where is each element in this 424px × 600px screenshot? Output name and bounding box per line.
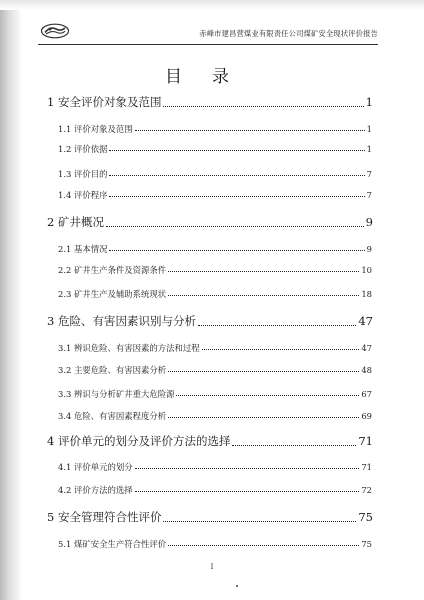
toc-entry-label: 1.1 评价对象及范围	[58, 124, 133, 134]
toc-entry-label: 5 安全管理符合性评价	[47, 510, 162, 524]
toc-entry-label: 2.1 基本情况	[58, 244, 108, 254]
toc-dot-leader	[109, 196, 364, 197]
toc-entry-page: 9	[366, 244, 372, 254]
toc-entry-page: 47	[361, 343, 372, 353]
toc-entry-page: 1	[365, 95, 373, 109]
toc-dot-leader	[163, 106, 363, 107]
toc-section-entry[interactable]	[58, 366, 372, 374]
toc-chapter-entry[interactable]	[47, 316, 373, 328]
toc-dot-leader	[168, 417, 359, 418]
toc-section-entry[interactable]	[58, 540, 372, 548]
toc-dot-leader	[106, 226, 364, 227]
toc-entry-page: 7	[366, 169, 372, 179]
toc-entry-page: 1	[366, 124, 372, 134]
page-number: I	[210, 563, 214, 571]
toc-entry-page: 69	[361, 411, 372, 421]
toc-entry-page: 18	[361, 289, 372, 299]
toc-dot-leader	[109, 250, 364, 251]
toc-section-entry[interactable]	[58, 191, 372, 199]
toc-dot-leader	[168, 371, 359, 372]
toc-entry-label: 3.3 辨识与分析矿井重大危险源	[58, 389, 175, 399]
toc-section-entry[interactable]	[58, 412, 372, 420]
toc-dot-leader	[176, 395, 359, 396]
toc-section-entry[interactable]	[58, 486, 372, 494]
toc-section-entry[interactable]	[58, 266, 372, 274]
toc-entry-label: 3.1 辨识危险、有害因素的方法和过程	[58, 343, 200, 353]
toc-entry-page: 75	[361, 539, 372, 549]
toc-dot-leader	[135, 130, 365, 131]
toc-section-entry[interactable]	[58, 125, 372, 133]
toc-dot-leader	[109, 175, 364, 176]
toc-dot-leader	[168, 295, 359, 296]
toc-entry-page: 75	[358, 510, 373, 524]
toc-entry-page: 71	[361, 462, 372, 472]
toc-section-entry[interactable]	[58, 344, 372, 352]
toc-entry-label: 3 危险、有害因素识别与分析	[47, 314, 196, 328]
toc-entry-label: 2 矿井概况	[47, 215, 104, 229]
toc-entry-page: 67	[361, 389, 372, 399]
toc-chapter-entry[interactable]	[47, 436, 373, 448]
toc-section-entry[interactable]	[58, 390, 372, 398]
toc-entry-label: 2.2 矿井生产条件及资源条件	[58, 265, 167, 275]
toc-entry-page: 7	[366, 190, 372, 200]
toc-dot-leader	[168, 271, 359, 272]
toc-entry-label: 1 安全评价对象及范围	[47, 95, 162, 109]
toc-title: 目录	[165, 67, 259, 87]
toc-entry-label: 1.2 评价依据	[58, 144, 108, 154]
toc-entry-page: 9	[365, 215, 373, 229]
toc-chapter-entry[interactable]	[47, 97, 373, 109]
toc-section-entry[interactable]	[58, 290, 372, 298]
toc-dot-leader	[202, 349, 360, 350]
toc-entry-label: 5.1 煤矿安全生产符合性评价	[58, 539, 167, 549]
toc-entry-page: 71	[358, 434, 373, 448]
toc-dot-leader	[198, 325, 356, 326]
toc-dot-leader	[135, 468, 360, 469]
toc-entry-page: 47	[358, 314, 373, 328]
toc-dot-leader	[135, 491, 360, 492]
toc-dot-leader	[232, 445, 356, 446]
toc-entry-page: 72	[361, 485, 372, 495]
toc-section-entry[interactable]	[58, 245, 372, 253]
toc-entry-label: 4.1 评价单元的划分	[58, 462, 133, 472]
toc-entry-label: 4.2 评价方法的选择	[58, 485, 133, 495]
header-title: 赤峰市建昌营煤业有限责任公司煤矿安全现状评价报告	[199, 29, 378, 38]
toc-entry-label: 4 评价单元的划分及评价方法的选择	[47, 434, 231, 448]
toc-dot-leader	[163, 521, 356, 522]
toc-entry-page: 1	[366, 144, 372, 154]
toc-entry-page: 48	[361, 365, 372, 375]
toc-entry-label: 3.2 主要危险、有害因素分析	[58, 365, 167, 375]
toc-section-entry[interactable]	[58, 145, 372, 153]
footer-dot	[236, 585, 238, 587]
toc-entry-label: 2.3 矿井生产及辅助系统现状	[58, 289, 167, 299]
toc-dot-leader	[168, 545, 359, 546]
toc-entry-label: 3.4 危险、有害因素程度分析	[58, 411, 167, 421]
toc-chapter-entry[interactable]	[47, 217, 373, 229]
toc-entry-label: 1.4 评价程序	[58, 190, 108, 200]
toc-section-entry[interactable]	[58, 463, 372, 471]
toc-chapter-entry[interactable]	[47, 512, 373, 524]
toc-entry-page: 10	[361, 265, 372, 275]
toc-dot-leader	[109, 150, 364, 151]
toc-entry-label: 1.3 评价目的	[58, 169, 108, 179]
toc-section-entry[interactable]	[58, 170, 372, 178]
